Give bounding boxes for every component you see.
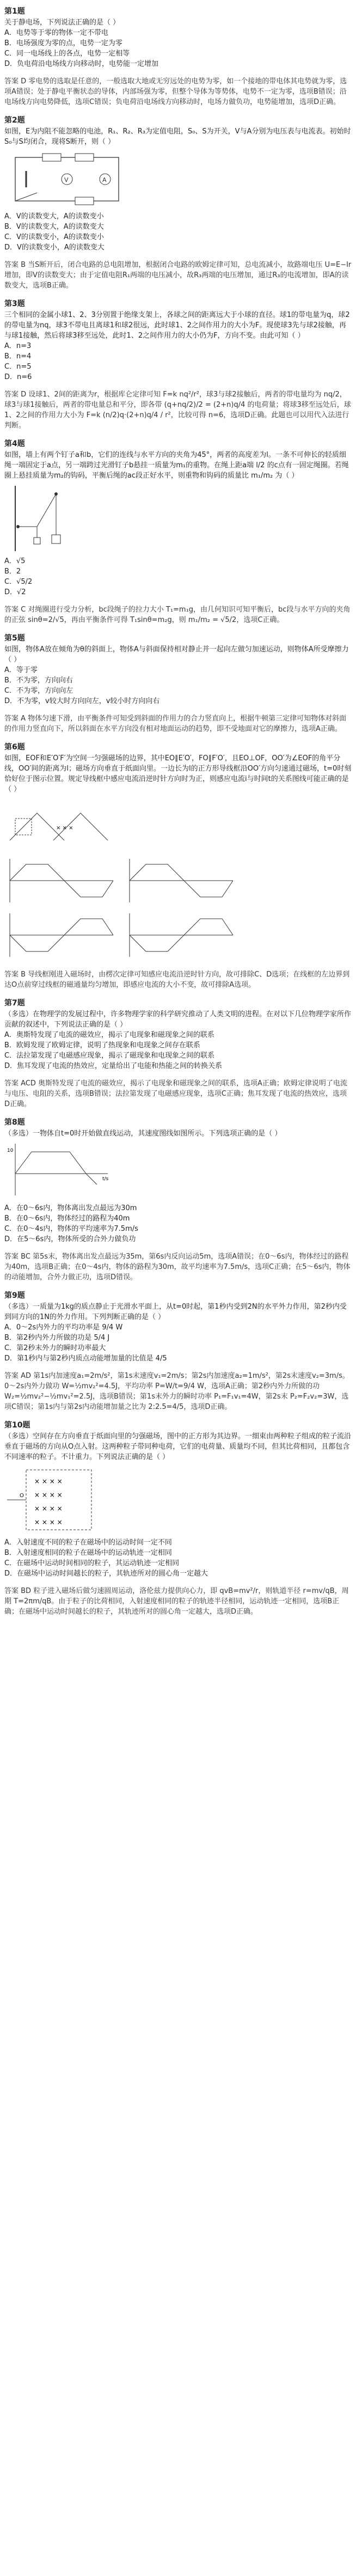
question-title: 第9题 [4,1291,25,1300]
svg-text:× × × ×: × × × × [34,1491,63,1499]
question-stem: （多选）一质量为1kg的质点静止于光滑水平面上，从t=0时起，第1秒内受到2N的水平外力作用，第2秒内受到同方向的1N的外力作用。下列判断正确的是（ ） [4,1303,347,1321]
svg-text:× × ×: × × × [56,825,73,831]
option-a: A．√5 [4,557,26,565]
option-d: D．焦耳发现了电流的热效应，定量给出了电能和热能之间的转换关系 [4,1062,223,1070]
question-title: 第6题 [4,743,25,752]
option-d: D．第1秒内与第2秒内质点动能增加量的比值是 4/5 [4,1354,167,1363]
question-stem: 如图，E为内阻不能忽略的电池，R₁、R₂、R₃为定值电阻，S₀、S为开关，V与A分别为电压表与电流表。初始时S₀与S均闭合，现将S断开，则（ ） [4,127,351,146]
question-stem: 关于静电场，下列说法正确的是（ ） [4,19,120,27]
option-d: D．√2 [4,588,26,596]
question-title: 第7题 [4,999,25,1008]
option-b: B．n=4 [4,352,32,361]
question-stem: （多选）空间存在方向垂直于纸面向里的匀强磁场，图中的正方形为其边界。一细束由两种粒子组成的粒子流沿垂直于磁场的方向从O点入射。这两种粒子带同种电荷，它们的电荷量、质量均不同，但其比荷相同，且都包含不同速率的粒子。不计重力。下列说法正确的是（ ） [4,1432,352,1461]
option-b: B．不为零，方向向右 [4,676,73,685]
option-d: D．在磁场中运动时间越长的粒子，其轨迹所对的圆心角一定越大 [4,1570,208,1578]
answer-explanation: 答案 ACD 奥斯特发现了电流的磁效应，揭示了电现象和磁现象之间的联系，选项A正确；欧姆定律说明了电流与电压、电阻的关系，选项B错误；法拉第发现了电磁感应现象，选项C正确；焦耳发现了电流的热效应，选项D正确。 [4,1079,347,1108]
option-b: B．V的读数变大，A的读数变大 [4,223,104,231]
question-title: 第2题 [4,116,25,125]
option-d: D．V的读数变小，A的读数变大 [4,243,105,252]
question-6 [4,741,352,990]
question-2 [4,114,352,291]
svg-text:× × × ×: × × × × [34,1505,63,1512]
answer-explanation: 答案 B 导线框刚进入磁场时，由楞次定律可知感应电流沿逆时针方向，故可排除C、D选项；在线框的左边界到达O点前穿过线框的磁通量均匀增加，即感应电流的大小不变，故可排除A选项。 [4,970,350,989]
option-a: A．奥斯特发现了电流的磁效应，揭示了电现象和磁现象之间的联系 [4,1031,214,1039]
question-stem: （多选）一物体自t=0时开始做直线运动，其速度图线如图所示。下列选项正确的是（ ） [4,1130,282,1138]
question-4 [4,438,352,625]
option-b: B．欧姆发现了欧姆定律，说明了热现象和电现象之间存在联系 [4,1041,200,1049]
svg-text:O: O [20,1493,24,1499]
svg-text:V: V [64,176,69,184]
svg-text:A: A [102,176,107,184]
answer-explanation: 答案 D 零电势的选取是任意的，一般选取大地或无穷远处的电势为零，如一个接地的带电体其电势就为零，选项A错误；处于静电平衡状态的导体，内部场强为零，但整个导体为等势体，电势不一定为零，选项B错误；沿电场线方向电势降低，选项C错误；负电荷沿电场线方向移动时，电场力做负功，电势能增加，选项D正确。 [4,77,347,106]
question-stem: 如图，墙上有两个钉子a和b，它们的连线与水平方向的夹角为45°，两者的高度差为l。一条不可伸长的轻质细绳一端固定于a点，另一端跨过光滑钉子b悬挂一质量为m₁的重物。在绳上距a端 l/2 的c点有一固定绳圈。若绳圈上悬挂质量为m₂的钩码，平衡后绳的ac段正好水平，则重物和钩码的质量比 m₁/m₂ 为（ ） [4,451,349,480]
question-8 [4,1116,352,1283]
wall-pegs-diagram [4,483,81,554]
option-c: C．n=5 [4,363,32,371]
svg-text:× × × ×: × × × × [34,1518,63,1526]
magnetic-field-square-diagram [4,1464,113,1535]
answer-explanation: 答案 C 对绳圈进行受力分析，bc段绳子的拉力大小 T₁=m₁g，由几何知识可知平衡后，bc段与水平方向的夹角的正弦 sinθ=2/√5，再由平衡条件可得 T₁sinθ=m₂g，则 m₁/m₂ = √5/2，选项C正确。 [4,606,351,624]
question-title: 第1题 [4,7,25,16]
answer-explanation: 答案 B 当S断开后，闭合电路的总电阻增加，根据闭合电路的欧姆定律可知，总电流减小，故路端电压 U=E−Ir增加，即V的读数变大；由于定值电阻R₁两端的电压减小，故R₃两端的电压增加，通过R₃的电流增加，即A的读数变大，选项B正确。 [4,261,352,290]
answer-explanation: 答案 BC 第5s末，物体离出发点最远为35m，第6s内反向运动5m，选项A错误；在0～6s内，物体经过的路程为40m，选项B正确；在0～4s内，物体的路程为30m，故平均速率为7.5m/s，选项C正确；在5～6s内，物体的动能增加，合外力做正功，选项D错误。 [4,1253,351,1281]
svg-text:10: 10 [7,1148,14,1153]
option-b: B．第2秒内外力所做的功是 5/4 J [4,1334,110,1342]
question-stem: （多选）在物理学的发展过程中，许多物理学家的科学研究推动了人类文明的进程。在对以下几位物理学家所作贡献的叙述中，下列说法正确的是（ ） [4,1010,352,1029]
velocity-time-graph [4,1141,113,1201]
question-5 [4,632,352,734]
option-c: C．√5/2 [4,578,33,586]
answer-explanation: 答案 D 设球1、2间的距离为r，根据库仑定律可知 F=k nq²/r²，球3与球2接触后，两者的带电量均为 nq/2，球3与球1接触后，两者的带电量总和平分，即各带 (q+nq/2)/2 = (2+n)q/4 的电荷量；将球3移至远处后，球1、2之间的作用力大小为 F=k (n/2)q·(2+n)q/4 / r²，比较可得 n=6，选项D正确。此题也可以用代入法进行判断。 [4,390,351,430]
question-1 [4,5,352,107]
question-title: 第5题 [4,634,25,643]
option-a: A．n=3 [4,342,32,350]
magnetic-field-boundary-diagram [4,797,113,851]
option-c: C．法拉第发现了电磁感应现象，揭示了磁现象和电现象之间的联系 [4,1052,215,1060]
option-b: B．在0～6s内，物体经过的路程为40m [4,1214,130,1223]
option-c: C．不为零，方向向左 [4,687,73,695]
option-a: A．0～2s内外力的平均功率是 9/4 W [4,1323,123,1332]
option-a: A．在0～6s内，物体离出发点最远为30m [4,1204,137,1212]
option-c: C．同一电场线上的各点，电势一定相等 [4,50,130,58]
question-stem: 三个相同的金属小球1、2、3分别置于绝缘支架上，各球之间的距离远大于小球的直径。球1的带电量为q，球2的带电量为nq，球3不带电且离球1和球2很远，此时球1、2之间作用力的大小为F。现使球3先与球2接触，再与球1接触，然后将球3移至远处，此时1、2之间作用力的大小仍为F，方向不变。由此可知（ ） [4,311,350,340]
answer-explanation: 答案 BD 粒子进入磁场后做匀速圆周运动，洛伦兹力提供向心力，即 qvB=mv²/r，则轨道半径 r=mv/qB，周期 T=2πm/qB。由于粒子的比荷相同，入射速度相同的粒子的轨迹半径相同，运动轨迹一定相同，选项B正确；在磁场中运动时间越长的粒子，其轨迹所对的圆心角一定越大，选项D正确。 [4,1587,349,1616]
question-stem: 如图，EOF和E′O′F′为空间一匀强磁场的边界，其中EO∥E′O′，FO∥F′O′，且EO⊥OF，OO′为∠EOF的角平分线，OO′间的距离为l；磁场方向垂直于纸面向里。一边长为l的正方形导线框沿OO′方向匀速通过磁场，t=0时刻恰好位于图示位置。规定导线框中感应电流沿逆时针方向时为正，则感应电流i与时间t的关系图线可能正确的是（ ） [4,754,352,793]
current-time-graphs [4,853,238,962]
question-title: 第8题 [4,1118,25,1127]
option-d: D．n=6 [4,373,32,381]
answer-explanation: 答案 AD 第1s内加速度a₁=2m/s²，第1s末速度v₁=2m/s；第2s内加速度a₂=1m/s²，第2s末速度v₂=3m/s。0～2s内外力做功 W=½mv₂²=4.5J，平均功率 P=W/t=9/4 W，选项A正确；第2秒内外力所做的功 W₂=½mv₂²−½mv₁²=2.5J，选项B错误；第1s末外力的瞬时功率 P₁=F₁v₁=4W，第2s末 P₂=F₂v₂=3W，选项C错误；第1s内与第2s内动能增加量之比为 2:2.5=4/5，选项D正确。 [4,1372,349,1411]
option-a: A．V的读数变大，A的读数变小 [4,212,104,221]
option-b: B．电场强度为零的点，电势一定为零 [4,39,122,47]
question-3 [4,298,352,431]
option-a: A．电势等于零的物体一定不带电 [4,29,108,37]
option-c: C．V的读数变小，A的读数变小 [4,233,104,241]
option-d: D．不为零，v较大时方向向左，v较小时方向向右 [4,697,160,705]
question-title: 第10题 [4,1421,30,1430]
question-stem: 如图，物体A放在倾角为θ的斜面上，物体A与斜面保持相对静止并一起向左做匀加速运动，则物体A所受摩擦力（ ） [4,645,349,664]
option-b: B．2 [4,567,21,576]
option-d: D．在5～6s内，物体所受的合外力做负功 [4,1235,136,1243]
svg-text:t/s: t/s [102,1176,109,1182]
option-c: C．在磁场中运动时间相同的粒子，其运动轨迹一定相同 [4,1559,180,1567]
question-7 [4,997,352,1109]
answer-explanation: 答案 A 物体匀速下滑，由平衡条件可知受到斜面的作用力的合力竖直向上，根据牛顿第三定律可知物体对斜面的作用力竖直向下，所以斜面在水平方向没有相对地面运动的趋势，即不受地面对它的摩擦力，选项A正确。 [4,715,347,733]
question-9 [4,1290,352,1412]
option-a: A．等于零 [4,666,38,674]
option-a: A．入射速度不同的粒子在磁场中的运动时间一定不同 [4,1539,172,1547]
question-title: 第3题 [4,300,25,308]
option-d: D．负电荷沿电场线方向移动时，电势能一定增加 [4,60,159,68]
svg-text:× × × ×: × × × × [34,1478,63,1485]
circuit-diagram [4,149,130,209]
question-10 [4,1419,352,1617]
question-title: 第4题 [4,439,25,448]
option-c: C．在0～4s内，物体的平均速率为7.5m/s [4,1225,138,1233]
option-c: C．第2秒末外力的瞬时功率最大 [4,1344,106,1352]
option-b: B．入射速度相同的粒子在磁场中的运动轨迹一定相同 [4,1549,172,1557]
